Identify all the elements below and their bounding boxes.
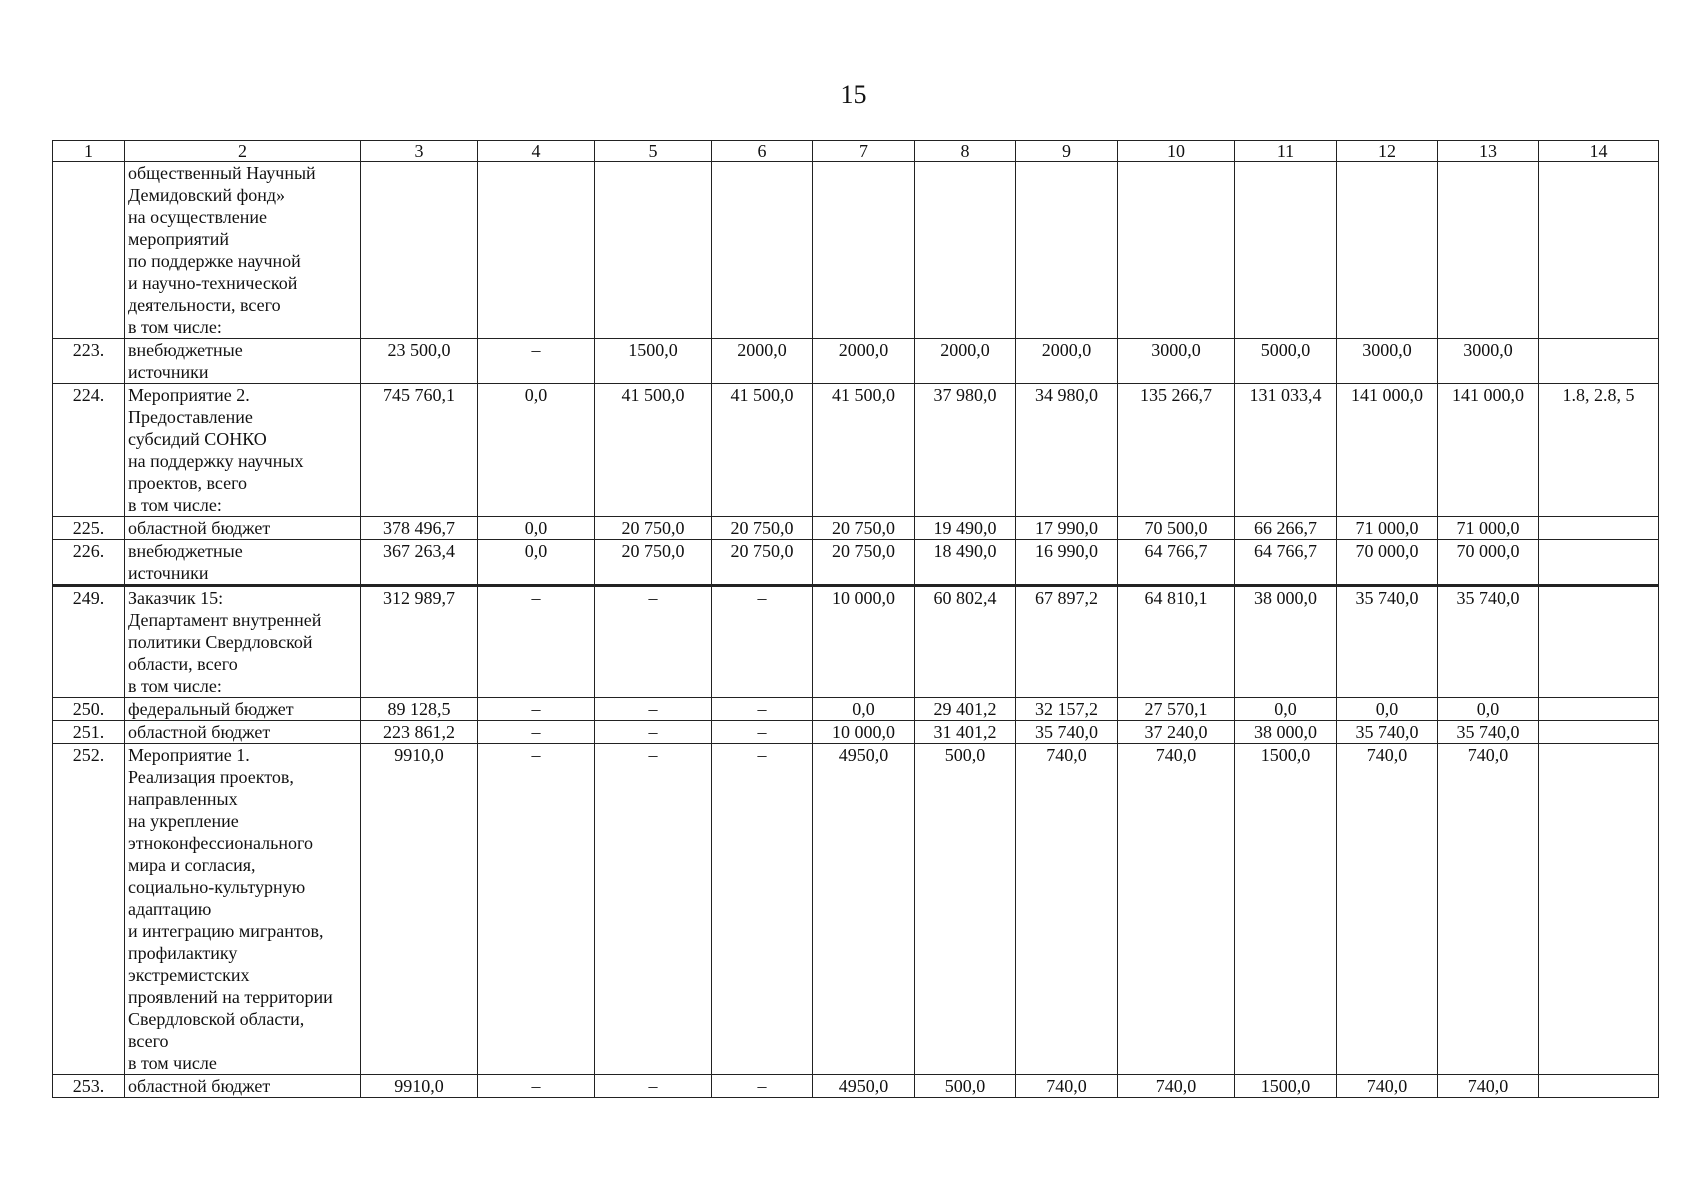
value-cell: 64 810,1 (1118, 586, 1235, 698)
table-row (53, 339, 1659, 384)
value-cell: 27 570,1 (1118, 698, 1235, 721)
value-cell: 740,0 (1438, 744, 1539, 1075)
value-cell: – (712, 698, 813, 721)
value-cell: 745 760,1 (361, 384, 478, 517)
value-cell: 20 750,0 (813, 517, 915, 540)
value-cell (478, 162, 595, 339)
value-cell: 70 000,0 (1337, 540, 1438, 586)
row-name-cell: Мероприятие 2. Предоставление субсидий СОНКО на поддержку научных проектов, всего в том числе: (125, 384, 361, 517)
value-cell: – (712, 1075, 813, 1098)
value-cell (712, 162, 813, 339)
value-cell: 41 500,0 (712, 384, 813, 517)
value-cell: – (595, 698, 712, 721)
value-cell: – (712, 721, 813, 744)
table-row (53, 540, 1659, 586)
value-cell (1016, 162, 1118, 339)
value-cell (1539, 162, 1659, 339)
value-cell: 60 802,4 (915, 586, 1016, 698)
table-row (53, 586, 1659, 698)
value-cell: 38 000,0 (1235, 586, 1337, 698)
column-number-cell: 12 (1337, 141, 1438, 162)
value-cell: – (478, 744, 595, 1075)
value-cell: 23 500,0 (361, 339, 478, 384)
value-cell: 20 750,0 (712, 517, 813, 540)
value-cell: 500,0 (915, 744, 1016, 1075)
value-cell: 0,0 (478, 384, 595, 517)
row-number-cell (53, 162, 125, 339)
row-number-cell: 223. (53, 339, 125, 384)
value-cell: 89 128,5 (361, 698, 478, 721)
value-cell: – (712, 744, 813, 1075)
row-number-cell: 251. (53, 721, 125, 744)
value-cell: 37 980,0 (915, 384, 1016, 517)
value-cell (1438, 162, 1539, 339)
column-number-cell: 7 (813, 141, 915, 162)
value-cell (1539, 1075, 1659, 1098)
value-cell (1337, 162, 1438, 339)
value-cell: – (595, 1075, 712, 1098)
value-cell: 1500,0 (1235, 1075, 1337, 1098)
value-cell: 500,0 (915, 1075, 1016, 1098)
value-cell: 5000,0 (1235, 339, 1337, 384)
row-number-cell: 252. (53, 744, 125, 1075)
value-cell: – (595, 744, 712, 1075)
value-cell: 31 401,2 (915, 721, 1016, 744)
row-name-cell: областной бюджет (125, 517, 361, 540)
row-name-cell: Мероприятие 1. Реализация проектов, направленных на укрепление этноконфессионального мира и согласия, социально-культурную адаптацию и интеграцию мигрантов, профилактику экстремистских проявлений на территории Свердловской области, всего в том числе (125, 744, 361, 1075)
value-cell: 41 500,0 (595, 384, 712, 517)
column-number-cell: 2 (125, 141, 361, 162)
value-cell: 0,0 (813, 698, 915, 721)
column-number-cell: 11 (1235, 141, 1337, 162)
row-name-cell: областной бюджет (125, 721, 361, 744)
value-cell (361, 162, 478, 339)
value-cell: 740,0 (1337, 744, 1438, 1075)
value-cell: 20 750,0 (595, 540, 712, 586)
column-number-cell: 5 (595, 141, 712, 162)
value-cell: 740,0 (1118, 1075, 1235, 1098)
value-cell (915, 162, 1016, 339)
column-number-cell: 4 (478, 141, 595, 162)
table-row (53, 744, 1659, 1075)
table-row (53, 384, 1659, 517)
value-cell: 3000,0 (1438, 339, 1539, 384)
row-name-cell: внебюджетные источники (125, 540, 361, 586)
value-cell: 378 496,7 (361, 517, 478, 540)
value-cell: 4950,0 (813, 744, 915, 1075)
table-row (53, 721, 1659, 744)
value-cell: 740,0 (1016, 744, 1118, 1075)
value-cell: 0,0 (1438, 698, 1539, 721)
value-cell: 20 750,0 (813, 540, 915, 586)
value-cell: – (595, 721, 712, 744)
value-cell: 740,0 (1438, 1075, 1539, 1098)
value-cell: 2000,0 (813, 339, 915, 384)
value-cell: 35 740,0 (1016, 721, 1118, 744)
value-cell: 9910,0 (361, 744, 478, 1075)
value-cell: 16 990,0 (1016, 540, 1118, 586)
value-cell: 34 980,0 (1016, 384, 1118, 517)
value-cell (1539, 698, 1659, 721)
value-cell: 37 240,0 (1118, 721, 1235, 744)
row-name-cell: областной бюджет (125, 1075, 361, 1098)
value-cell (1539, 721, 1659, 744)
value-cell: 70 500,0 (1118, 517, 1235, 540)
value-cell (1539, 744, 1659, 1075)
value-cell: 19 490,0 (915, 517, 1016, 540)
value-cell (1539, 339, 1659, 384)
value-cell: 35 740,0 (1337, 586, 1438, 698)
column-number-cell: 10 (1118, 141, 1235, 162)
column-number-cell: 1 (53, 141, 125, 162)
value-cell: 20 750,0 (595, 517, 712, 540)
budget-table (52, 140, 1659, 1098)
value-cell (1539, 586, 1659, 698)
value-cell (1235, 162, 1337, 339)
table-row (53, 1075, 1659, 1098)
value-cell: 0,0 (1235, 698, 1337, 721)
value-cell: 64 766,7 (1118, 540, 1235, 586)
value-cell: 67 897,2 (1016, 586, 1118, 698)
row-number-cell: 253. (53, 1075, 125, 1098)
value-cell: – (478, 339, 595, 384)
value-cell: 1500,0 (595, 339, 712, 384)
value-cell: 0,0 (1337, 698, 1438, 721)
value-cell: 35 740,0 (1438, 721, 1539, 744)
value-cell (1118, 162, 1235, 339)
column-number-row (53, 141, 1659, 162)
value-cell: 10 000,0 (813, 721, 915, 744)
row-number-cell: 250. (53, 698, 125, 721)
value-cell: 20 750,0 (712, 540, 813, 586)
value-cell: 740,0 (1016, 1075, 1118, 1098)
value-cell: 29 401,2 (915, 698, 1016, 721)
value-cell: 135 266,7 (1118, 384, 1235, 517)
value-cell: 312 989,7 (361, 586, 478, 698)
value-cell: 35 740,0 (1438, 586, 1539, 698)
value-cell (595, 162, 712, 339)
value-cell: 0,0 (478, 540, 595, 586)
value-cell: 10 000,0 (813, 586, 915, 698)
column-number-cell: 6 (712, 141, 813, 162)
value-cell: 0,0 (478, 517, 595, 540)
value-cell: 3000,0 (1337, 339, 1438, 384)
value-cell: 2000,0 (915, 339, 1016, 384)
column-number-cell: 14 (1539, 141, 1659, 162)
row-number-cell: 224. (53, 384, 125, 517)
value-cell: 367 263,4 (361, 540, 478, 586)
value-cell (813, 162, 915, 339)
value-cell: 1.8, 2.8, 5 (1539, 384, 1659, 517)
value-cell: 1500,0 (1235, 744, 1337, 1075)
value-cell: 2000,0 (712, 339, 813, 384)
value-cell: 71 000,0 (1438, 517, 1539, 540)
table-body (53, 141, 1659, 1098)
row-number-cell: 225. (53, 517, 125, 540)
value-cell: 740,0 (1118, 744, 1235, 1075)
column-number-cell: 9 (1016, 141, 1118, 162)
column-number-cell: 13 (1438, 141, 1539, 162)
value-cell: – (595, 586, 712, 698)
value-cell: 17 990,0 (1016, 517, 1118, 540)
value-cell: 70 000,0 (1438, 540, 1539, 586)
value-cell: 35 740,0 (1337, 721, 1438, 744)
row-name-cell: внебюджетные источники (125, 339, 361, 384)
value-cell: 131 033,4 (1235, 384, 1337, 517)
value-cell: 32 157,2 (1016, 698, 1118, 721)
column-number-cell: 8 (915, 141, 1016, 162)
page-number: 15 (840, 80, 867, 109)
value-cell: – (712, 586, 813, 698)
table-row (53, 162, 1659, 339)
value-cell: 64 766,7 (1235, 540, 1337, 586)
value-cell: 9910,0 (361, 1075, 478, 1098)
row-number-cell: 249. (53, 586, 125, 698)
value-cell: 71 000,0 (1337, 517, 1438, 540)
table-row (53, 698, 1659, 721)
value-cell: 141 000,0 (1438, 384, 1539, 517)
value-cell: 4950,0 (813, 1075, 915, 1098)
value-cell (1539, 540, 1659, 586)
value-cell: – (478, 721, 595, 744)
value-cell: 66 266,7 (1235, 517, 1337, 540)
value-cell: 2000,0 (1016, 339, 1118, 384)
value-cell: – (478, 586, 595, 698)
value-cell (1539, 517, 1659, 540)
value-cell: 18 490,0 (915, 540, 1016, 586)
value-cell: – (478, 698, 595, 721)
row-name-cell: общественный Научный Демидовский фонд» на осуществление мероприятий по поддержке научной и научно-технической деятельности, всего в том числе: (125, 162, 361, 339)
value-cell: 41 500,0 (813, 384, 915, 517)
value-cell: 38 000,0 (1235, 721, 1337, 744)
table-row (53, 517, 1659, 540)
row-number-cell: 226. (53, 540, 125, 586)
value-cell: 740,0 (1337, 1075, 1438, 1098)
column-number-cell: 3 (361, 141, 478, 162)
value-cell: 3000,0 (1118, 339, 1235, 384)
value-cell: – (478, 1075, 595, 1098)
row-name-cell: федеральный бюджет (125, 698, 361, 721)
value-cell: 141 000,0 (1337, 384, 1438, 517)
row-name-cell: Заказчик 15: Департамент внутренней политики Свердловской области, всего в том числе: (125, 586, 361, 698)
value-cell: 223 861,2 (361, 721, 478, 744)
